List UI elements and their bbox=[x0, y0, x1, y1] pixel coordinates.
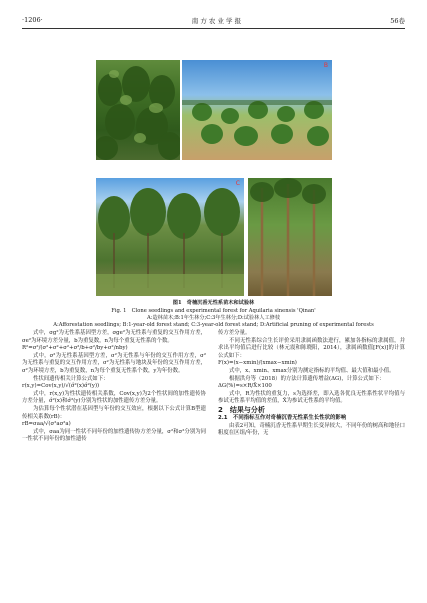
left-formula-2: R²=σ²/(σ²+σ²+σ²+σ²/b+σ²/by+σ²/nby) bbox=[22, 345, 128, 352]
right-formula-2: F(x)=(x−xmin)/(xmax−xmin) bbox=[218, 360, 297, 367]
left-formula-5: rB=σaa/√(σ²aσ²a) bbox=[22, 421, 71, 428]
photo-b-one-year-stand bbox=[182, 60, 332, 160]
right-para-4: 根据洪舟等（2018）的方法计算遗传增益(ΔG)，计算公式如下： bbox=[229, 375, 385, 382]
right-column bbox=[218, 330, 405, 438]
right-para-3: 式中，x、xmin、xmax分别为测定指标的平均值、最大值和最小值。 bbox=[229, 367, 395, 374]
left-para-2: 式中，σ²为无性系基因型方差，σ²为无性系与年份的交互作用方差，σ²为无性系与重复的交互作用方差，σ²为无性系与地块及年份的交互作用方差，σ²为环境方差，b为重复数，n为每个重复无性系个数，y为年份数。 bbox=[22, 352, 206, 374]
figure-description-en: A:Afforestation seedlings; B:1-year-old forest stand; C:3-year-old forest stand; D:Artificial pruning of experimental forests bbox=[53, 322, 374, 328]
right-para-1: 传方差分量。 bbox=[218, 330, 251, 336]
left-column bbox=[22, 330, 206, 444]
forest-illustration bbox=[96, 178, 244, 296]
figure-description-cn: A:造林苗木;B:1年生林分;C:3年生林分;D:试验林人工修枝 bbox=[146, 315, 281, 321]
header-rule bbox=[22, 28, 405, 29]
photo-label-b: B bbox=[323, 62, 328, 69]
left-para-5: 为估算每个性状潜在基因型与年份的交互效应，根据以下公式计算B型遗传相关系数(rB)： bbox=[22, 405, 206, 420]
figure-caption-en: Fig. 1 Clone seedlings and experimental forest for Aquilaria sinensis 'Qinan' bbox=[111, 308, 316, 314]
left-para-6: 式中，σaa为同一性状不同年份的加性遗传协方差分量，σ²和σ²分别为同一性状不同年份的加性遗传 bbox=[22, 428, 206, 443]
seedlings-illustration bbox=[96, 60, 180, 160]
pruning-illustration bbox=[248, 178, 332, 296]
stand-illustration bbox=[182, 60, 332, 160]
page-number: ·1206· bbox=[22, 16, 43, 24]
right-para-2: 不同无性系综合生长评价采用隶属函数法进行，累加各指标的隶属值，并求出平均值后进行比较（林元震和陈晓阳，2014），隶属函数值[F(x)]的计算公式如下： bbox=[218, 337, 405, 359]
photo-label-c: C bbox=[235, 180, 240, 187]
running-header bbox=[22, 14, 405, 26]
photo-c-three-year-stand bbox=[96, 178, 244, 296]
left-para-1: 式中，σg²为无性系基因型方差，σge²为无性系与重复的交互作用方差，σe²为环境方差分量，b为重复数，n为每个重复无性系的个数。 bbox=[22, 330, 206, 344]
left-para-3: 性状间遗传相关计算公式如下： bbox=[33, 375, 109, 382]
right-para-6: 由表2可知，奇楠沉香无性系早期生长变异较大，不同年份的树高和地径口粗度在区组/年份，无 bbox=[218, 422, 405, 437]
section-heading-2: 2 结果与分析 bbox=[218, 405, 265, 414]
right-formula-4: ΔG(%)=s×R/X̄×100 bbox=[218, 383, 272, 390]
volume-number: 56卷 bbox=[390, 16, 405, 25]
left-formula-3: r(x,y)=Cov(x,y)/√(σ̂²(x)σ̂²(y)) bbox=[22, 383, 100, 390]
photo-a-seedlings bbox=[96, 60, 180, 160]
subsection-heading-2-1: 2.1 不同指标互作对奇楠沉香无性系生长性状的影响 bbox=[218, 414, 347, 421]
left-para-4: 式中，r(x,y)为性状遗传相关系数，Cov(x,y)为2个性状间的加性遗传协方差分量，σ̂²(x)和σ̂²(y)分别为性状的加性遗传方差分量。 bbox=[22, 390, 206, 405]
right-para-5: 式中，R为性状的重复力，s为选择差，即入选各优良无性系性状平均值与参试无性系平均值的差值，X̄为参试无性系的平均值。 bbox=[218, 390, 405, 405]
journal-name: 南 方 农 业 学 报 bbox=[191, 16, 242, 25]
photo-d-pruning bbox=[248, 178, 332, 296]
figure-caption-cn: 图1 奇楠沉香无性系苗木和试验林 bbox=[172, 300, 255, 306]
